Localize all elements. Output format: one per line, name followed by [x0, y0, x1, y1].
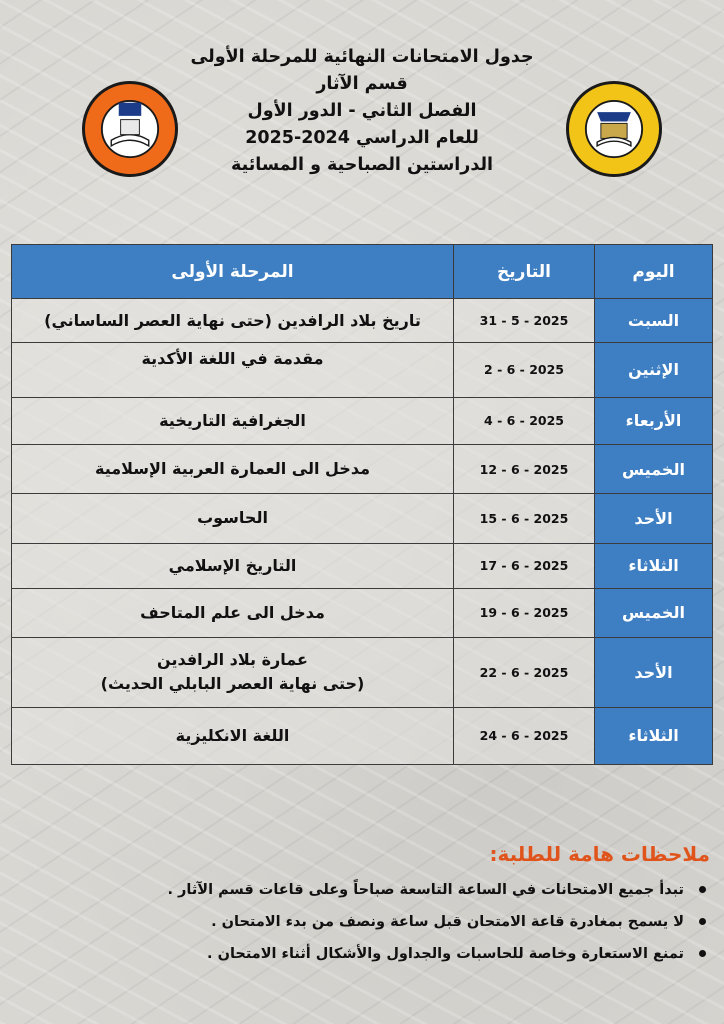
note-text: لا يسمح بمغادرة قاعة الامتحان قبل ساعة ونصف من بدء الامتحان .	[211, 914, 684, 930]
row-day: الخميس	[595, 444, 713, 493]
row-subject: عمارة بلاد الرافدين (حتى نهاية العصر البابلي الحديث)	[12, 638, 454, 707]
header-academic-year: للعام الدراسي 2024-2025	[245, 128, 479, 148]
row-date: 17 - 6 - 2025	[454, 543, 595, 588]
row-day: الأربعاء	[595, 397, 713, 444]
notes-title: ملاحظات هامة للطلبة:	[489, 842, 710, 866]
document-header	[170, 44, 554, 179]
university-logo	[82, 81, 178, 177]
table-header-row	[12, 245, 713, 299]
note-text: تمنع الاستعارة وخاصة للحاسبات والجداول والأشكال أثناء الامتحان .	[207, 946, 684, 962]
table-row	[12, 494, 713, 543]
row-day: السبت	[595, 299, 713, 343]
table-row	[12, 543, 713, 588]
list-item	[20, 908, 710, 940]
table-row	[12, 707, 713, 764]
header-date: التاريخ	[454, 245, 595, 299]
row-date: 2 - 6 - 2025	[454, 343, 595, 397]
row-day: الخميس	[595, 588, 713, 637]
row-date: 12 - 6 - 2025	[454, 444, 595, 493]
table-row	[12, 343, 713, 397]
row-date: 22 - 6 - 2025	[454, 638, 595, 707]
bullet-icon	[699, 950, 706, 957]
table-row	[12, 588, 713, 637]
row-day: الأحد	[595, 638, 713, 707]
notes-list	[20, 876, 710, 972]
row-date: 15 - 6 - 2025	[454, 494, 595, 543]
row-subject: الحاسوب	[12, 494, 454, 543]
header-semester: الفصل الثاني - الدور الأول	[247, 101, 477, 121]
header-title: جدول الامتحانات النهائية للمرحلة الأولى	[190, 47, 534, 67]
row-subject: مدخل الى العمارة العربية الإسلامية	[12, 444, 454, 493]
row-date: 24 - 6 - 2025	[454, 707, 595, 764]
table-row	[12, 397, 713, 444]
header-study-type: الدراستين الصباحية و المسائية	[230, 155, 494, 175]
row-day: الثلاثاء	[595, 543, 713, 588]
row-date: 19 - 6 - 2025	[454, 588, 595, 637]
row-date: 31 - 5 - 2025	[454, 299, 595, 343]
bullet-icon	[699, 886, 706, 893]
list-item	[20, 940, 710, 972]
table-row	[12, 444, 713, 493]
header-department: قسم الآثار	[316, 74, 408, 94]
row-date: 4 - 6 - 2025	[454, 397, 595, 444]
header-subject: المرحلة الأولى	[12, 245, 454, 299]
row-subject: اللغة الانكليزية	[12, 707, 454, 764]
row-day: الثلاثاء	[595, 707, 713, 764]
college-of-archaeology-logo	[566, 81, 662, 177]
row-subject: مقدمة في اللغة الأكدية	[12, 343, 454, 397]
row-subject: تاريخ بلاد الرافدين (حتى نهاية العصر الساساني)	[12, 299, 454, 343]
table-row	[12, 299, 713, 343]
table-row	[12, 638, 713, 707]
note-text: تبدأ جميع الامتحانات في الساعة التاسعة صباحاً وعلى قاعات قسم الآثار .	[167, 882, 684, 898]
bullet-icon	[699, 918, 706, 925]
row-subject: مدخل الى علم المتاحف	[12, 588, 454, 637]
list-item	[20, 876, 710, 908]
row-day: الأحد	[595, 494, 713, 543]
row-day: الإثنين	[595, 343, 713, 397]
exam-schedule-table	[11, 244, 713, 765]
row-subject: التاريخ الإسلامي	[12, 543, 454, 588]
row-subject: الجغرافية التاريخية	[12, 397, 454, 444]
header-day: اليوم	[595, 245, 713, 299]
